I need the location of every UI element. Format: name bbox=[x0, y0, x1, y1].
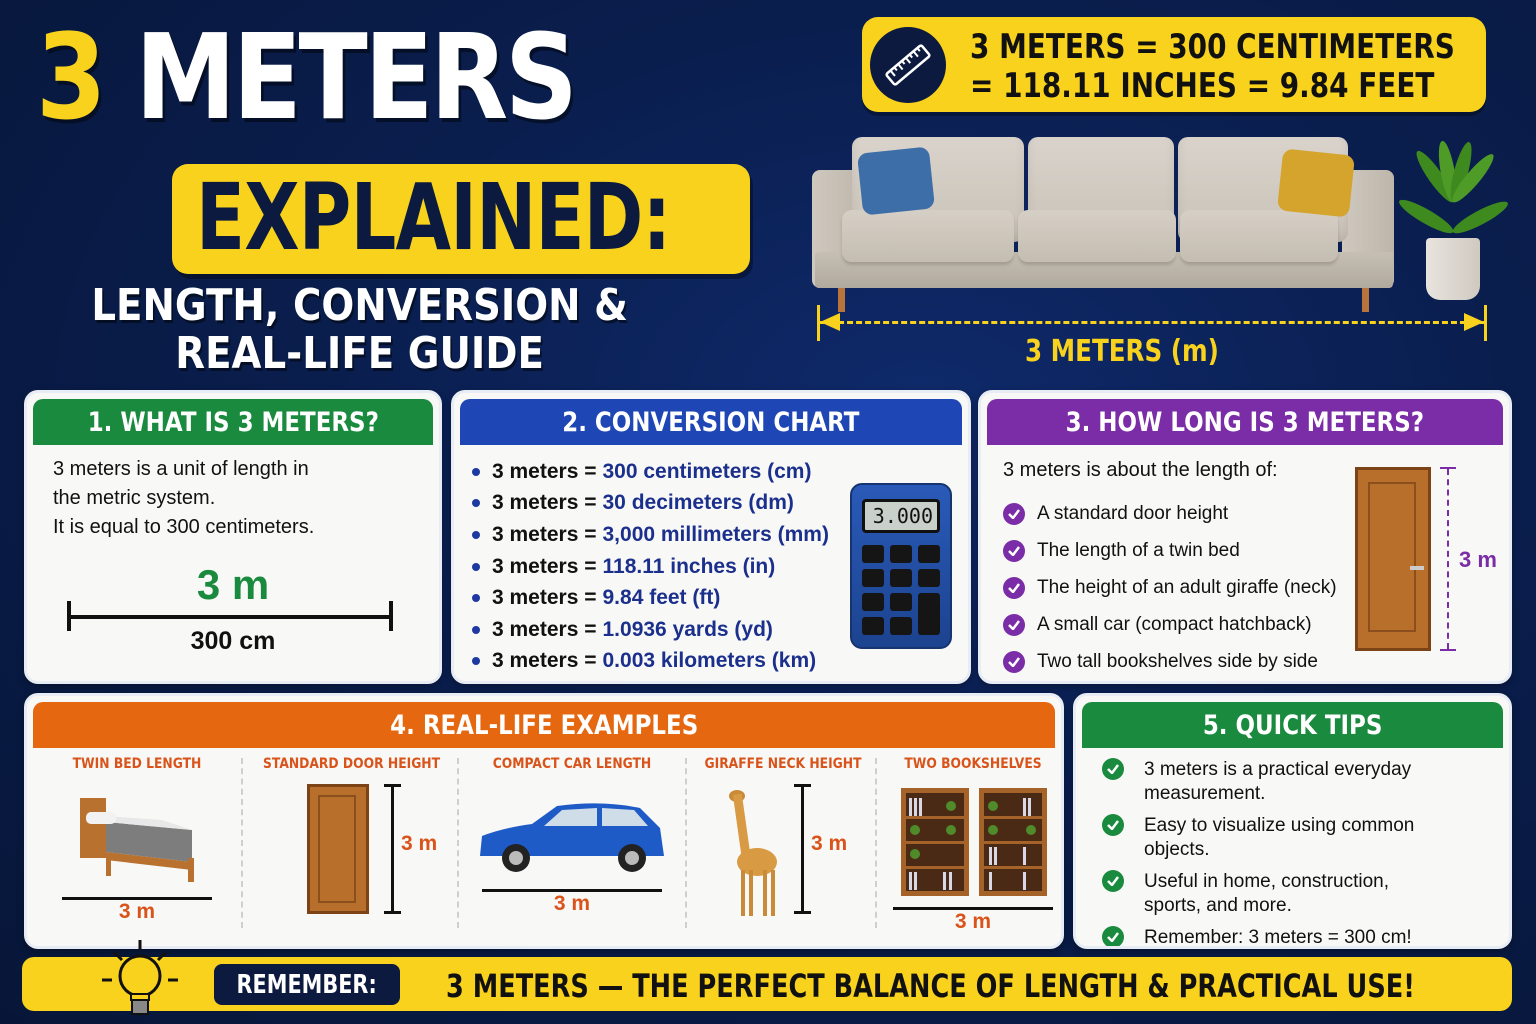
example-measure: 3 m bbox=[401, 832, 438, 855]
card-real-life bbox=[24, 693, 1064, 949]
arrow-left-icon bbox=[820, 312, 840, 332]
sofa-leg bbox=[1362, 288, 1369, 312]
tip-text: 3 meters is a practical everyday bbox=[1144, 759, 1412, 780]
conversion-lhs: 3 meters = bbox=[492, 522, 597, 546]
conversion-rhs: 300 centimeters (cm) bbox=[602, 459, 812, 483]
ruler-badge bbox=[870, 27, 946, 103]
example-bookshelves bbox=[883, 756, 1063, 946]
example-measure: 3 m bbox=[811, 832, 848, 855]
example-door bbox=[251, 756, 451, 946]
check-icon bbox=[1003, 651, 1025, 673]
list-item bbox=[1003, 532, 1337, 569]
conversion-lhs: 3 meters = bbox=[492, 586, 597, 610]
card-how-long bbox=[978, 390, 1512, 684]
tip-text: measurement. bbox=[1144, 783, 1266, 804]
example-measure: 3 m bbox=[553, 892, 591, 915]
conversion-line-1: 3 METERS = 300 CENTIMETERS bbox=[970, 27, 1455, 67]
conversion-rhs: 30 decimeters (dm) bbox=[602, 491, 794, 515]
calculator-icon bbox=[850, 483, 952, 649]
example-measure: 3 m bbox=[118, 900, 156, 923]
conversion-lhs: 3 meters = bbox=[492, 617, 597, 641]
card-header bbox=[460, 399, 962, 445]
sofa-seat bbox=[1018, 210, 1176, 262]
arrow-right-icon bbox=[1464, 312, 1484, 332]
card-quick-tips bbox=[1073, 693, 1512, 949]
conversion-item bbox=[472, 614, 829, 646]
giraffe-icon bbox=[723, 784, 783, 919]
conversion-rhs: 0.003 kilometers (km) bbox=[602, 649, 817, 673]
door-icon bbox=[307, 784, 369, 914]
list-item-label: A small car (compact hatchback) bbox=[1037, 613, 1312, 635]
bed-icon bbox=[72, 792, 202, 882]
tip-item bbox=[1102, 758, 1414, 806]
paragraph-line: 3 meters is a unit of length in bbox=[53, 458, 309, 480]
check-icon bbox=[1102, 926, 1124, 948]
card-header bbox=[33, 702, 1055, 748]
blue-pillow bbox=[857, 146, 935, 215]
list-item bbox=[1003, 606, 1337, 643]
example-measure: 3 m bbox=[954, 910, 992, 933]
example-title: COMPACT CAR LENGTH bbox=[492, 756, 652, 772]
card-conversion-chart bbox=[451, 390, 971, 684]
example-title: GIRAFFE NECK HEIGHT bbox=[704, 756, 862, 772]
ruler-icon bbox=[882, 39, 934, 91]
card-title: 2. CONVERSION CHART bbox=[562, 406, 860, 438]
conversion-lhs: 3 meters = bbox=[492, 554, 597, 578]
tip-item bbox=[1102, 926, 1414, 949]
footer-message: 3 METERS — THE PERFECT BALANCE OF LENGTH & PRACTICAL USE! bbox=[446, 967, 1415, 1005]
dimension-cap-right bbox=[1484, 305, 1487, 341]
plant-pot bbox=[1426, 238, 1480, 300]
card-what-is bbox=[24, 390, 442, 684]
example-car bbox=[467, 756, 677, 946]
dimension-label: 3 METERS (m) bbox=[1025, 334, 1219, 369]
sofa-seat bbox=[842, 210, 1014, 262]
list-item-label: Two tall bookshelves side by side bbox=[1037, 650, 1318, 672]
conversion-item bbox=[472, 519, 829, 551]
tip-text: sports, and more. bbox=[1144, 895, 1292, 916]
conversion-rhs: 118.11 inches (in) bbox=[602, 554, 776, 578]
conversion-item bbox=[472, 646, 829, 678]
subtitle-line-2: REAL-LIFE GUIDE bbox=[175, 328, 544, 379]
conversion-rhs: 9.84 feet (ft) bbox=[602, 586, 721, 610]
list-item-label: A standard door height bbox=[1037, 502, 1229, 524]
sofa-leg bbox=[838, 288, 845, 312]
card-title: 1. WHAT IS 3 METERS? bbox=[87, 406, 379, 438]
check-icon bbox=[1102, 758, 1124, 780]
divider bbox=[241, 758, 243, 928]
card-title: 5. QUICK TIPS bbox=[1202, 709, 1383, 741]
list-item-label: The length of a twin bed bbox=[1037, 539, 1240, 561]
list-item bbox=[1003, 643, 1337, 680]
tip-text: Easy to visualize using common bbox=[1144, 815, 1415, 836]
conversion-lhs: 3 meters = bbox=[492, 491, 597, 515]
check-icon bbox=[1003, 503, 1025, 525]
check-icon bbox=[1003, 614, 1025, 636]
example-title: TWO BOOKSHELVES bbox=[904, 756, 1042, 772]
tips-list bbox=[1102, 758, 1414, 949]
remember-badge bbox=[214, 964, 400, 1005]
paragraph-line: the metric system. bbox=[53, 487, 216, 509]
conversion-rhs: 1.0936 yards (yd) bbox=[602, 617, 773, 641]
card-header bbox=[987, 399, 1503, 445]
measure-bar bbox=[62, 897, 212, 900]
conversion-list bbox=[472, 456, 829, 677]
tip-text: Useful in home, construction, bbox=[1144, 871, 1390, 892]
conversion-item bbox=[472, 488, 829, 520]
tip-item bbox=[1102, 814, 1414, 862]
conversion-rhs: 3,000 millimeters (mm) bbox=[602, 522, 829, 546]
check-icon bbox=[1102, 814, 1124, 836]
list-item bbox=[1003, 495, 1337, 532]
door-label: 3 m bbox=[1459, 547, 1497, 572]
scale-top-label: 3 m bbox=[196, 561, 270, 608]
card-header bbox=[33, 399, 433, 445]
bookshelf-icon bbox=[893, 786, 1053, 898]
list-item-label: The height of an adult giraffe (neck) bbox=[1037, 576, 1337, 598]
lightbulb-icon bbox=[100, 938, 180, 1022]
scale-bottom-label: 300 cm bbox=[190, 627, 276, 655]
conversion-lhs: 3 meters = bbox=[492, 649, 597, 673]
remember-label: REMEMBER: bbox=[236, 969, 378, 1000]
example-bed bbox=[37, 756, 237, 946]
example-giraffe bbox=[693, 756, 873, 946]
door-dimension-line bbox=[1447, 469, 1449, 649]
paragraph-line: It is equal to 300 centimeters. bbox=[53, 516, 315, 538]
how-long-list bbox=[1003, 495, 1337, 680]
scale-bar bbox=[69, 615, 391, 619]
conversion-item bbox=[472, 551, 829, 583]
tip-text: Remember: 3 meters = 300 cm! bbox=[1144, 927, 1412, 948]
title-highlight: EXPLAINED: bbox=[196, 164, 671, 271]
how-long-intro: 3 meters is about the length of: bbox=[1003, 459, 1278, 481]
list-item bbox=[1003, 569, 1337, 606]
card-title: 4. REAL-LIFE EXAMPLES bbox=[389, 709, 699, 741]
check-icon bbox=[1003, 577, 1025, 599]
car-icon bbox=[472, 798, 672, 878]
door-icon bbox=[1355, 467, 1431, 651]
card-title: 3. HOW LONG IS 3 METERS? bbox=[1065, 406, 1425, 438]
subtitle-line-1: LENGTH, CONVERSION & bbox=[91, 280, 628, 331]
example-title: TWIN BED LENGTH bbox=[72, 756, 202, 772]
dimension-line bbox=[820, 321, 1484, 324]
card-header bbox=[1082, 702, 1503, 748]
yellow-pillow bbox=[1277, 148, 1355, 217]
page-subtitle bbox=[78, 282, 641, 378]
check-icon bbox=[1102, 870, 1124, 892]
example-title: STANDARD DOOR HEIGHT bbox=[263, 756, 441, 772]
conversion-item bbox=[472, 582, 829, 614]
sofa-seat bbox=[1180, 210, 1338, 262]
tip-item bbox=[1102, 870, 1414, 918]
divider bbox=[457, 758, 459, 928]
divider bbox=[685, 758, 687, 928]
title-number: 3 bbox=[36, 8, 104, 146]
what-is-paragraph bbox=[53, 455, 314, 542]
divider bbox=[875, 758, 877, 928]
check-icon bbox=[1003, 540, 1025, 562]
calculator-display: 3.000 bbox=[862, 499, 940, 533]
conversion-item bbox=[472, 456, 829, 488]
page-title bbox=[36, 8, 575, 146]
conversion-lhs: 3 meters = bbox=[492, 459, 597, 483]
tip-text: objects. bbox=[1144, 839, 1210, 860]
conversion-line-2: = 118.11 INCHES = 9.84 FEET bbox=[970, 66, 1435, 106]
title-word: METERS bbox=[135, 8, 575, 146]
